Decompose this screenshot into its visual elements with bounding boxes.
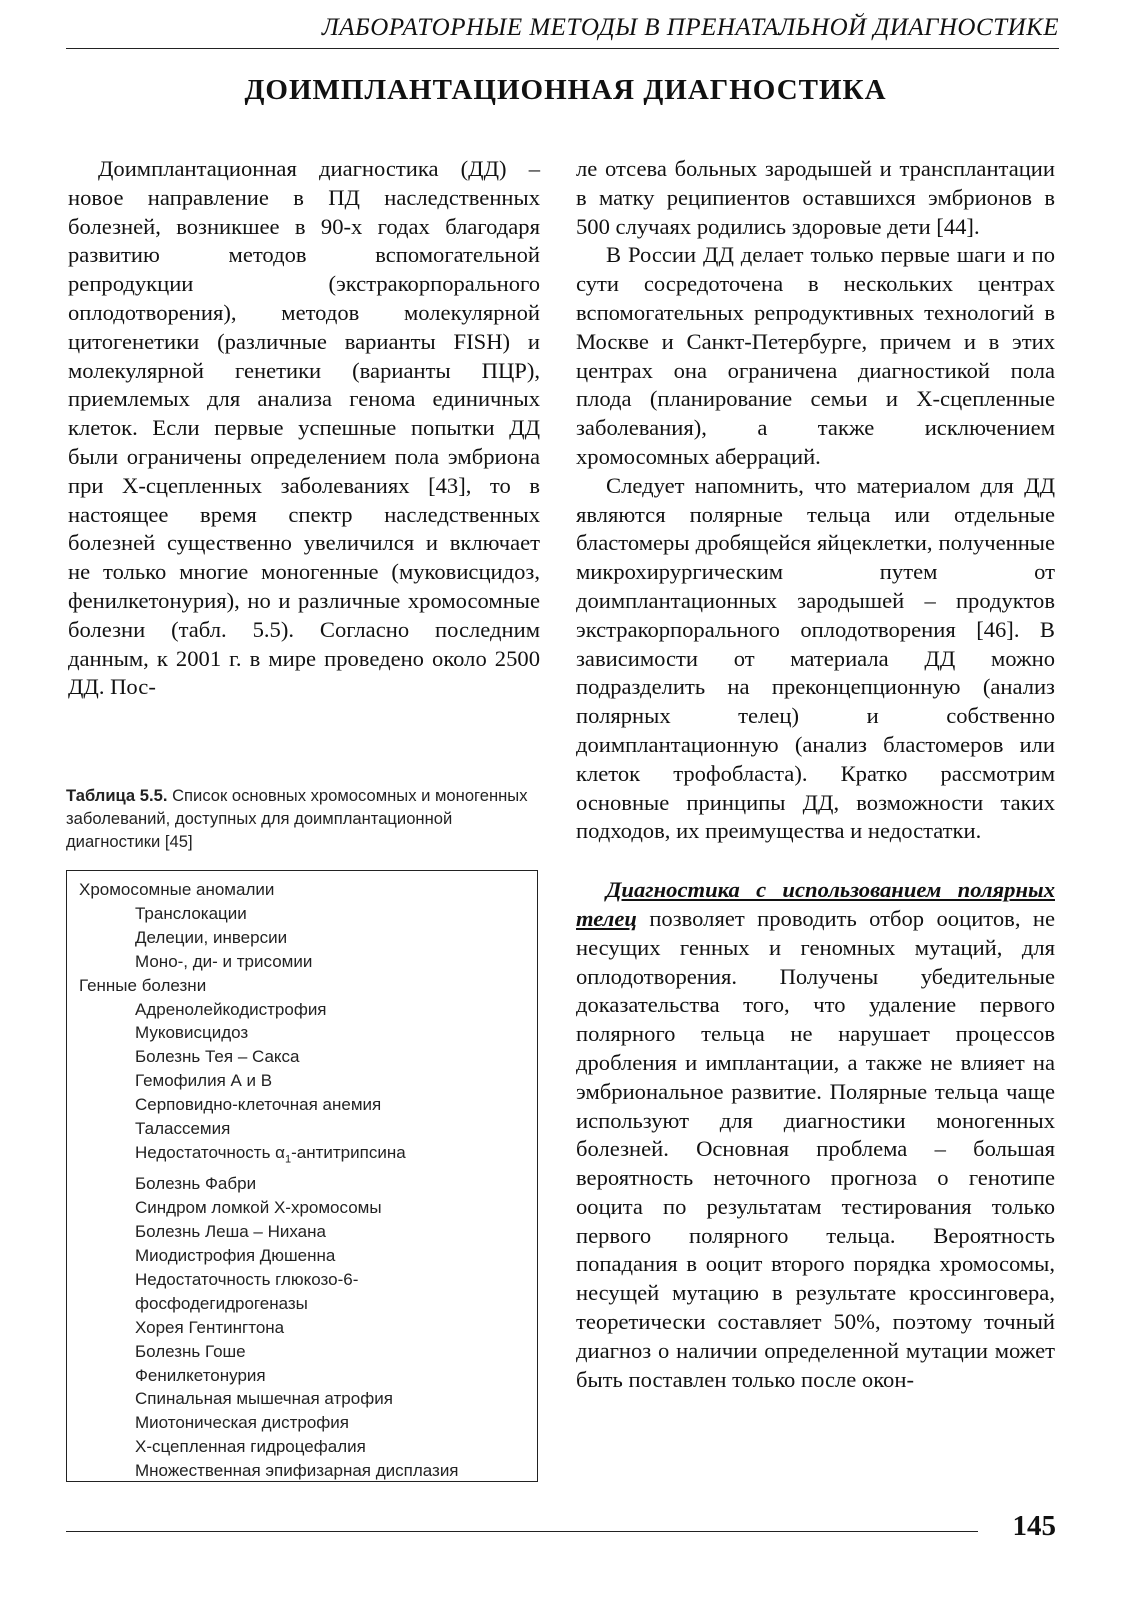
table-item: Спинальная мышечная атрофия (135, 1389, 393, 1409)
table-caption-text: Список основных хромосомных и моногенных заболеваний, доступных для доимплантационной диагностики [45] (66, 786, 528, 851)
table-item: Гемофилия А и В (135, 1071, 273, 1091)
right-paragraph-3: Следует напомнить, что материалом для ДД являются полярные тельца или отдельные бластомеры дробящейся яйцеклетки, полученные микрохирургическим путем от доимплантационных зародышей – продуктов экстракорпорального оплодотворения [46]. В зависимости от материала ДД можно подразделить на преконцепционную (анализ полярных телец) и собственно доимплантационную (анализ бластомеров или клеток трофобласта). Кратко рассмотрим основные принципы ДД, возможности таких подходов, их преимущества и недостатки. (576, 472, 1055, 844)
table-item: Талассемия (135, 1119, 231, 1139)
table-item: Недостаточность глюкозо-6-фосфодегидрогеназы (135, 1269, 359, 1313)
table-item: Серповидно-клеточная анемия (135, 1095, 382, 1115)
left-column (68, 155, 540, 702)
table-item: Болезнь Тея – Сакса (135, 1047, 300, 1067)
table-item: Хорея Гентингтона (135, 1317, 285, 1337)
table-caption-label: Таблица 5.5. (66, 786, 168, 805)
table-item: Делеции, инверсии (135, 927, 288, 947)
table-item: Недостаточность $\alpha_1$-антитрипсина (135, 1142, 406, 1166)
table-item: Миотоническая дистрофия (135, 1413, 349, 1433)
table-caption (66, 784, 540, 853)
right-paragraph-4 (576, 876, 1055, 1394)
running-head: ЛАБОРАТОРНЫЕ МЕТОДЫ В ПРЕНАТАЛЬНОЙ ДИАГНОСТИКЕ (66, 14, 1059, 49)
table-item: Адренолейкодистрофия (135, 999, 327, 1019)
right-paragraph-1-continued: ле отсева больных зародышей и трансплантации в матку реципиентов оставшихся эмбрионов в 500 случаях родились здоровые дети [44]. (576, 156, 1055, 239)
section-title: ДОИМПЛАНТАЦИОННАЯ ДИАГНОСТИКА (244, 74, 887, 106)
table-item: Синдром ломкой X-хромосомы (135, 1198, 382, 1218)
disease-table (66, 870, 538, 1482)
table-item: Моно-, ди- и трисомии (135, 951, 313, 971)
table-item: Болезнь Леша – Нихана (135, 1222, 326, 1242)
table-category-chromosomal: Хромосомные аномалии (79, 880, 275, 899)
right-paragraph-2: В России ДД делает только первые шаги и по сути сосредоточена в нескольких центрах вспомогательных репродуктивных технологий в Москве и Санкт-Петербурге, причем и в этих центрах она ограничена диагностикой пола плода (планирование семьи и X-сцепленные заболевания), а также исключением хромосомных аберраций. (576, 242, 1055, 469)
table-category-genetic: Генные болезни (79, 975, 207, 995)
emphasized-term: Диагностика с использованием полярных телец (576, 877, 1055, 931)
table-item: Фенилкетонурия (135, 1365, 266, 1385)
left-paragraph-1: Доимплантационная диагностика (ДД) – новое направление в ПД наследственных болезней, возникшее в 90-х годах благодаря развитию методов вспомогательной репродукции (экстракорпорального оплодотворения), методов молекулярной цитогенетики (различные варианты FISH) и молекулярной генетики (варианты ПЦР), приемлемых для анализа генома единичных клеток. Если первые успешные попытки ДД были ограничены определением пола эмбриона при X-сцепленных заболеваниях [43], то в настоящее время спектр наследственных болезней существенно увеличился и включает не только многие моногенные (муковисцидоз, фенилкетонурия), но и различные хромосомные болезни (табл. 5.5). Согласно последним данным, к 2001 г. в мире проведено около 2500 ДД. Пос- (68, 156, 540, 700)
table-item: Болезнь Гоше (135, 1341, 246, 1361)
table-item: X-сцепленная гидроцефалия (135, 1437, 366, 1457)
right-paragraph-4-text: позволяет проводить отбор ооцитов, не несущих генных и геномных мутаций, для оплодотворения. Получены убедительные доказательства того, что удаление первого полярного тельца не нарушает процессов дробления и имплантации, а также не влияет на эмбриональное развитие. Полярные тельца чаще используют для диагностики моногенных болезней. Основная проблема – большая вероятность неточного прогноза о генотипе ооцита по результатам тестирования только первого полярного тельца. Вероятность попадания в ооцит второго порядка хромосомы, несущей мутацию в результате кроссинговера, теоретически составляет 50%, поэтому точный диагноз о наличии определенной мутации может быть поставлен только после окон- (576, 905, 1055, 1392)
page-number: 145 (1012, 1510, 1056, 1542)
table-item: Муковисцидоз (135, 1023, 249, 1043)
table-item: Транслокации (135, 903, 247, 923)
table-item: Миодистрофия Дюшенна (135, 1245, 336, 1265)
right-column (576, 155, 1055, 1394)
table-item: Болезнь Фабри (135, 1174, 257, 1194)
footer-rule (66, 1531, 978, 1532)
table-item: Множественная эпифизарная дисплазия (135, 1461, 459, 1481)
